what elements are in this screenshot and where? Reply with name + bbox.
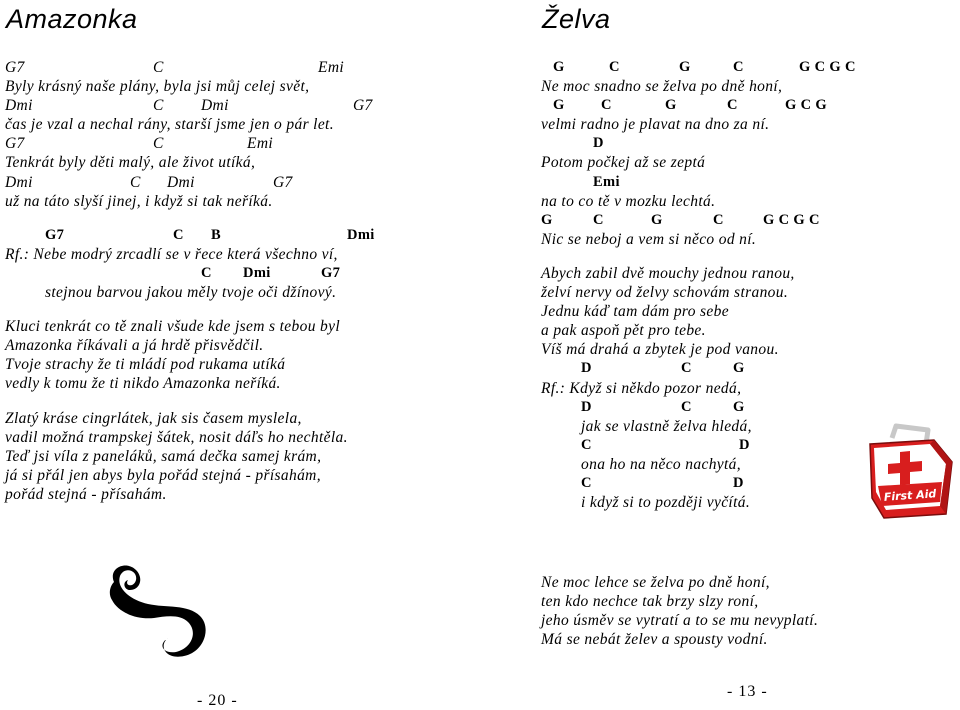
chord: G7: [321, 264, 341, 281]
chord: Dmi: [5, 97, 33, 115]
lyric-line: já si přál jen abys byla pořád stejná - přísahám,: [5, 466, 321, 484]
chord: D: [581, 360, 592, 377]
lyric-line: velmi radno je plavat na dno za ní.: [541, 116, 770, 134]
lyric-line: vedly k tomu že ti nikdo Amazonka neříká.: [5, 375, 281, 393]
chord: Dmi: [243, 264, 271, 281]
chord: Dmi: [5, 173, 33, 191]
chord: C: [601, 97, 612, 114]
chord: G: [651, 211, 663, 228]
chord: C: [130, 173, 141, 191]
chord-line: [541, 211, 820, 230]
chord: C: [201, 264, 212, 281]
chord: Dmi: [347, 226, 375, 243]
lyric-line: Zlatý kráse cingrlátek, jak sis časem myslela,: [5, 409, 302, 427]
chord-line: [5, 96, 373, 115]
lyric-line: ten kdo nechce tak brzy slzy roní,: [541, 593, 759, 611]
lyric-line: Ne moc snadno se želva po dně honí,: [541, 78, 783, 96]
chord-line: [541, 436, 795, 455]
chord: C: [581, 474, 592, 491]
song-title-zelva: Želva: [542, 4, 611, 34]
lyric-line: Kluci tenkrát co tě znali všude kde jsem s tebou byl: [5, 318, 341, 336]
lyric-line: Rf.: Nebe modrý zrcadlí se v řece která všechno ví,: [5, 245, 338, 263]
chord-line: [5, 226, 375, 245]
lyric-line: Abych zabil dvě mouchy jednou ranou,: [541, 264, 795, 282]
chord-line: [541, 474, 795, 493]
chord-line: [5, 58, 348, 77]
chord-line: [541, 359, 795, 378]
chord: G C G: [785, 97, 828, 114]
lyric-line: Byly krásný naše plány, byla jsi můj celej svět,: [5, 78, 310, 96]
chord: G: [733, 398, 745, 415]
chord: G: [679, 59, 691, 75]
chord: D: [581, 398, 592, 415]
chord: G: [553, 59, 565, 75]
chord: G7: [273, 173, 293, 191]
lyric-line: Jednu káď tam dám pro sebe: [541, 303, 729, 321]
page-number-right: - 13 -: [727, 683, 768, 700]
lyric-line: Má se nebát želev a spousty vodní.: [541, 631, 768, 649]
chord: G7: [353, 97, 373, 115]
chord: G7: [5, 135, 25, 153]
song-zelva-verse3: [541, 573, 818, 649]
lyric-line: stejnou barvou jakou měly tvoje oči džínový.: [45, 284, 337, 302]
lyric-line: Tenkrát byly děti malý, ale život utíká,: [5, 154, 256, 172]
lyric-line: Víš má drahá a zbytek je pod vanou.: [541, 341, 779, 359]
chord: C: [153, 59, 164, 76]
chord: G: [553, 97, 565, 114]
chord: G: [733, 360, 745, 377]
first-aid-label: First Aid: [883, 487, 937, 504]
chord: C: [581, 436, 592, 453]
chord-line: [541, 96, 828, 115]
chord: Dmi: [201, 97, 229, 115]
decorative-ornament-icon: [96, 560, 216, 660]
lyric-line: Potom počkej až se zeptá: [541, 154, 706, 172]
chord: Emi: [318, 59, 345, 76]
lyric-line: ona ho na něco nachytá,: [581, 455, 741, 473]
chord: G7: [45, 226, 65, 243]
lyric-line: na to co tě v mozku lechtá.: [541, 192, 716, 210]
chord: Dmi: [167, 173, 195, 191]
chord: C: [593, 211, 604, 228]
lyric-line: Teď jsi víla z paneláků, samá dečka samej krám,: [5, 447, 322, 465]
chord-line: [5, 134, 348, 153]
lyric-line: vadil možná trampskej šátek, nosit dáľs ho nechtěla.: [5, 428, 348, 446]
chord: B: [211, 226, 222, 243]
lyric-line: Amazonka říkávali a já hrdě přisvědčil.: [5, 337, 264, 355]
chord: Emi: [593, 173, 620, 190]
lyric-line: už na táto slyší jinej, i když si tak neříká.: [5, 192, 273, 210]
chord-line: [5, 264, 348, 283]
lyric-line: Ne moc lehce se želva po dně honí,: [541, 574, 770, 591]
chord: C: [681, 398, 692, 415]
lyric-line: i když si to později vyčítá.: [581, 494, 751, 512]
first-aid-kit-icon: [866, 422, 956, 522]
chord: G C G C: [799, 59, 856, 75]
page-number-left: - 20 -: [197, 692, 238, 709]
chord: C: [681, 360, 692, 377]
chord: D: [739, 436, 750, 453]
chord-line: [541, 134, 795, 153]
lyric-line: Rf.: Když si někdo pozor nedá,: [541, 379, 742, 397]
chord: D: [733, 474, 744, 491]
chord: G: [665, 97, 677, 114]
chord-line: [5, 173, 348, 192]
chord: C: [609, 59, 620, 75]
lyric-line: jak se vlastně želva hledá,: [581, 417, 752, 435]
lyric-line: Tvoje strachy že ti mládí pod rukama utíká: [5, 356, 286, 374]
lyric-line: jeho úsměv se vytratí a to se mu nevyplatí.: [541, 612, 819, 630]
lyric-line: čas je vzal a nechal rány, starší jsme jen o pár let.: [5, 116, 334, 134]
chord-line: [541, 58, 856, 77]
chord: G: [541, 211, 553, 228]
chord: C: [173, 226, 184, 243]
chord: D: [593, 135, 604, 152]
chord: C: [153, 135, 164, 153]
lyric-line: a pak aspoň pět pro tebe.: [541, 322, 706, 340]
chord: G7: [5, 59, 25, 76]
chord: Emi: [247, 135, 274, 153]
lyric-line: želví nervy od želvy schovám stranou.: [541, 284, 789, 302]
chord: C: [713, 211, 724, 228]
chord: C: [727, 97, 738, 114]
song-zelva: [541, 58, 856, 512]
chord: C: [153, 97, 164, 115]
song-amazonka: [5, 58, 375, 504]
chord-line: [541, 398, 795, 417]
song-title-amazonka: Amazonka: [6, 4, 138, 34]
chord: G C G C: [763, 211, 820, 228]
lyric-line: Nic se neboj a vem si něco od ní.: [541, 230, 757, 248]
chord: C: [733, 59, 744, 75]
chord-line: [541, 173, 795, 192]
lyric-line: pořád stejná - přísahám.: [5, 485, 167, 503]
